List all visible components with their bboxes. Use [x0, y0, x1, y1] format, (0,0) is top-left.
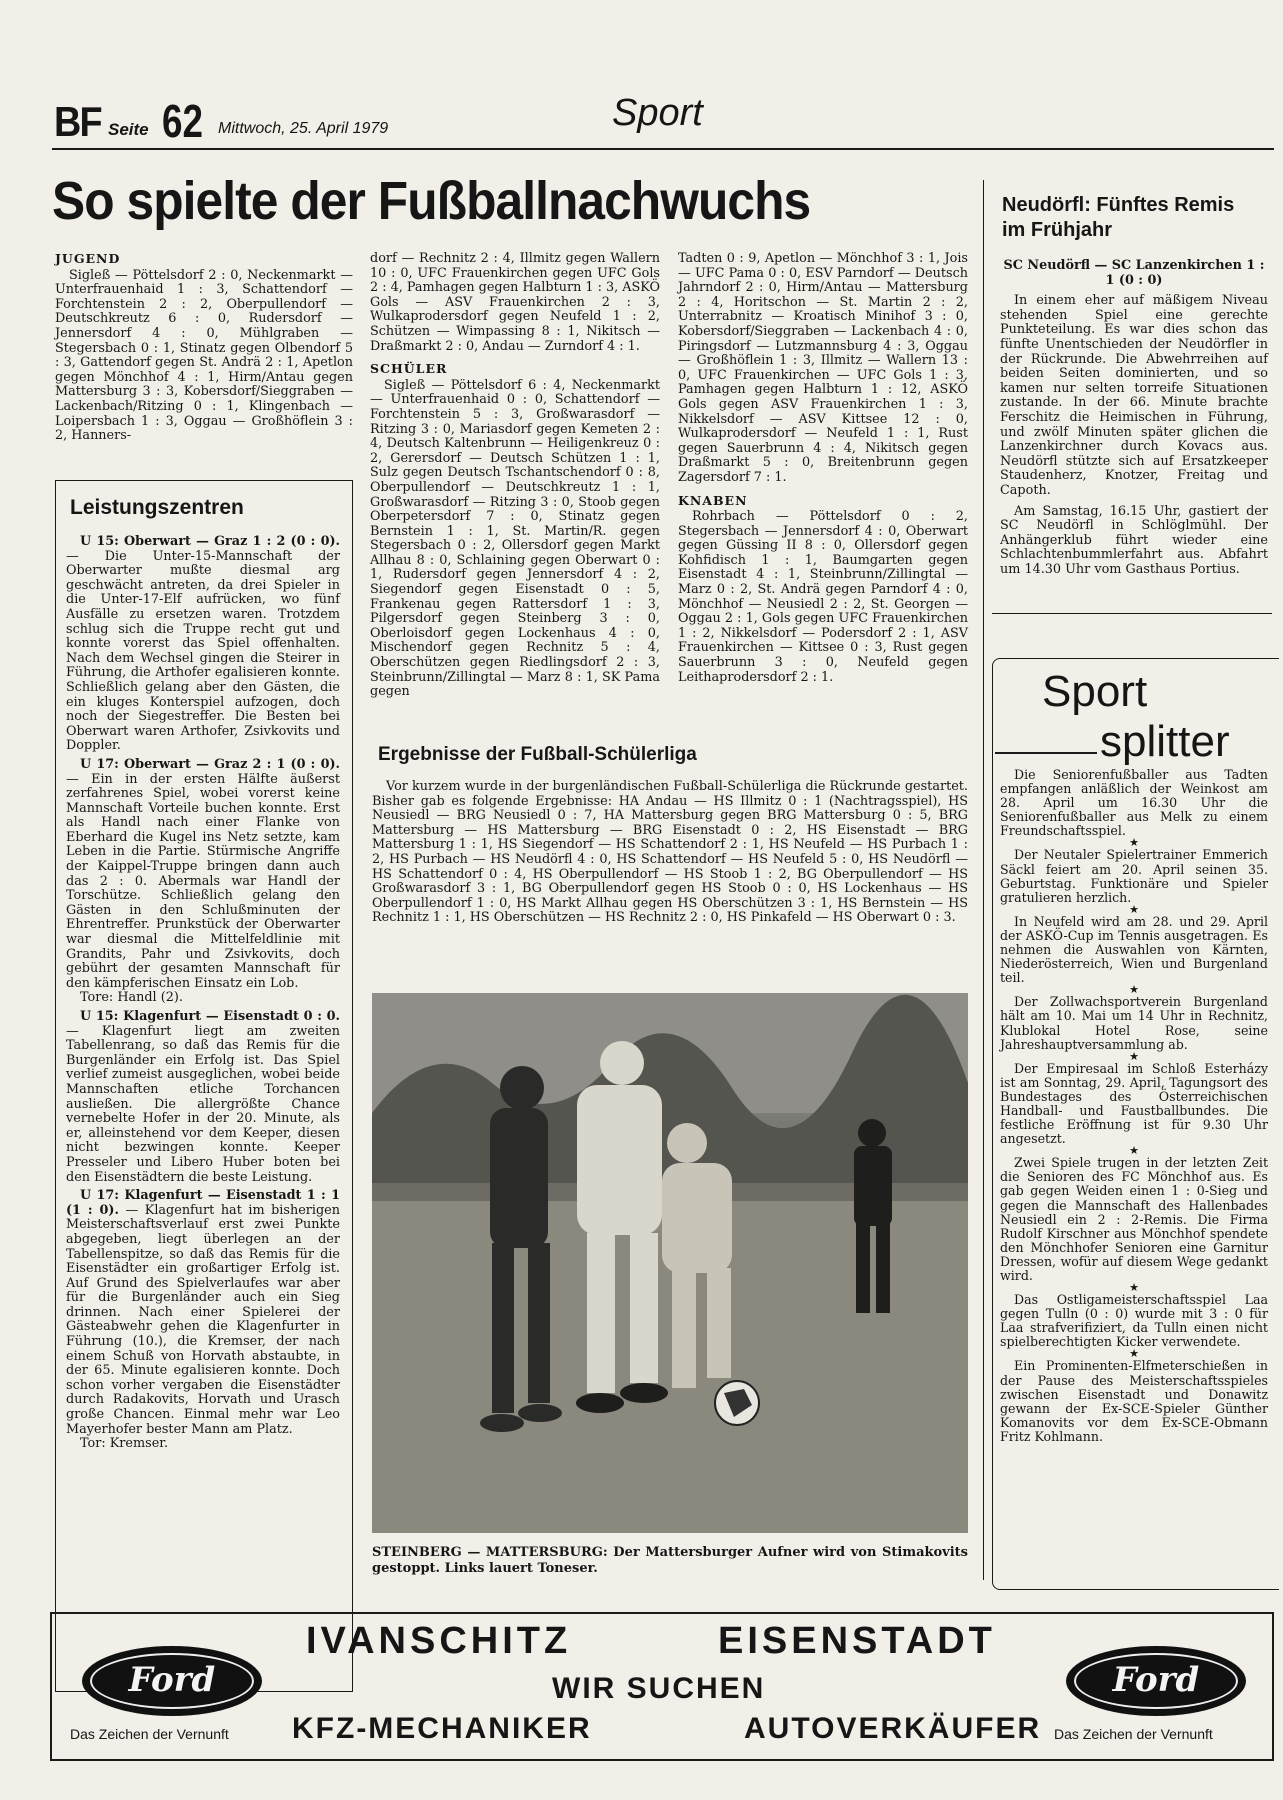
ad-name-right: EISENSTADT — [718, 1620, 996, 1662]
splitter-item: Ein Prominenten-Elfmeterschießen in der Pause des Meisterschaftsspieles zwischen Eisenstadt und Donawitz gewann der Ex-SCE-Spieler Günther Komanovits vor dem Ex-SCE-Obmann Fritz Kohlmann. — [1000, 1358, 1268, 1444]
ford-logo-text: Ford — [1074, 1653, 1238, 1709]
ad-name-left: IVANSCHITZ — [306, 1620, 572, 1662]
section-title: Sport — [612, 92, 703, 134]
photo-caption: STEINBERG — MATTERSBURG: Der Mattersburger Aufner wird von Stimakovits gestoppt. Links lauert Toneser. — [372, 1545, 968, 1576]
ad-job-left: KFZ-MECHANIKER — [292, 1712, 592, 1745]
star-separator: ★ — [1129, 1144, 1139, 1158]
jugend-results-cont: dorf — Rechnitz 2 : 4, Illmitz gegen Wallern 10 : 0, UFC Frauenkirchen gegen UFC Gols 2 : 4, Pamhagen gegen Halbturn 1 : 3, ASKÖ Gols — ASV Frauenkirchen 2 : 3, Wulkaprodersdorf gegen Neufeld 1 : 2, Schützen — Wimpassing 8 : 1, Nikitsch — Draßmarkt 2 : 0, Andau — Zurndorf 4 : 1. — [370, 251, 660, 354]
splitter-item: Der Zollwachsportverein Burgenland hält am 10. Mai um 14 Uhr in Rechnitz, Klublokal Hotel Rose, seine Jahreshauptversammlung ab. — [1000, 994, 1268, 1052]
schueler-heading: SCHÜLER — [370, 361, 448, 377]
ford-logo-right — [1066, 1646, 1246, 1716]
ad-slogan-right: Das Zeichen der Vernunft — [1054, 1726, 1213, 1742]
star-separator: ★ — [1129, 836, 1139, 850]
knaben-results: Rohrbach — Pöttelsdorf 0 : 2, Stegersbach — Jennersdorf 4 : 0, Oberwart gegen Güssing II 8 : 0, Ollersdorf gegen Kohfidisch 1 : 1, Baumgarten gegen Eisenstadt 4 : 1, Steinbrunn/Zillingtal — Marz 0 : 2, St. Andrä gegen Parndorf 4 : 0, Mönchhof — Neusiedl 2 : 2, St. Georgen — Oggau 2 : 1, Gols gegen UFC Frauenkirchen 1 : 2, Nikkelsdorf — Podersdorf 2 : 1, ASV Frauenkirchen — Kittsee 0 : 3, Rust gegen Sauerbrunn 3 : 0, Neufeld gegen Leithaprodersdorf 2 : 1. — [678, 509, 968, 685]
masthead-page-number: 62 — [162, 95, 203, 147]
column-3 — [678, 252, 968, 685]
masthead-date: Mittwoch, 25. April 1979 — [218, 120, 389, 137]
jugend-results: Sigleß — Pöttelsdorf 2 : 0, Neckenmarkt — Unterfrauenhaid 1 : 3, Schattendorf — Forchtenstein 2 : 2, Oberpullendorf — Deutschkreutz 6 : 0, Rudersdorf — Jennersdorf 4 : 0, Mühlgraben — Stegersbach 0 : 1, Stinatz gegen Olbendorf 5 : 3, Gattendorf gegen St. Andrä 2 : 1, Apetlon gegen Mönchhof 4 : 1, Hirm/Antau gegen Mattersburg 3 : 3, Kobersdorf/Sieggraben — Lackenbach/Ritzing 0 : 1, Klingenbach — Loipersbach 1 : 3, Oggau — Großhöflein 3 : 2, Hanners- — [55, 267, 353, 444]
neudoerfl-divider — [992, 613, 1272, 614]
masthead — [52, 92, 1272, 152]
neudoerfl-title: Neudörfl: Fünftes Remis im Frühjahr — [1002, 194, 1235, 241]
splitter-item: Die Seniorenfußballer aus Tadten empfangen anläßlich der Weinkost am 28. April um 16.30 Uhr die Seniorenfußballer aus Melk zu einem Freundschaftsspiel. — [1000, 767, 1268, 839]
masthead-rule — [52, 148, 1274, 150]
neudoerfl-match: SC Neudörfl — SC Lanzenkirchen 1 : 1 (0 : 0) — [1003, 258, 1265, 288]
splitter-item: Das Ostligameisterschaftsspiel Laa gegen Tulln (0 : 0) wurde mit 3 : 0 für Laa strafverifiziert, da Tulln einen nicht spielberechtigten Kicker verwendete. — [1000, 1292, 1268, 1350]
masthead-logo: BF — [54, 98, 101, 145]
ad-wir-suchen: WIR SUCHEN — [552, 1672, 766, 1705]
star-separator: ★ — [1129, 902, 1139, 916]
splitter-title-rule — [995, 752, 1097, 754]
splitter-title-bottom: splitter — [1100, 717, 1230, 766]
splitter-title-top: Sport — [1042, 667, 1148, 716]
splitter-item: Der Neutaler Spielertrainer Emmerich Säckl feiert am 20. April seinen 35. Geburtstag. Funktionäre und Spieler gratulieren herzlich. — [1000, 847, 1268, 905]
leistung-u17-klagenfurt: U 17: Klagenfurt — Eisenstadt 1 : 1 (1 : 0). — Klagenfurt hat im bisherigen Meisterschaftsverlauf erst zwei Punkte abgegeben, liegt überlegen an der Tabellenspitze, so daß das Remis für die Eisenstädter ein großartiger Erfolg ist. Auf Grund des Spielverlaufes war aber für die Burgenländer auch ein Sieg drinnen. Nach einer Spielerei der Gästeabwehr gehen die Klagenfurter in Führung (10.), die Kremser, der nach einem Schuß von Horvath abstaubte, in der 65. Minute egalisieren konnte. Doch schon vorher vergaben die Eisenstädter durch Radakovits, Horvath und Urasch große Chancen. Einmal mehr war Leo Mayerhofer bester Mann am Platz. — [66, 1188, 340, 1437]
schuelerliga-title: Ergebnisse der Fußball-Schülerliga — [378, 744, 697, 765]
main-headline: So spielte der Fußballnachwuchs — [52, 171, 811, 231]
leistung-tore: Tore: Handl (2). — [80, 990, 183, 1006]
ford-logo-left — [82, 1646, 262, 1716]
schueler-results-cont: Tadten 0 : 9, Apetlon — Mönchhof 3 : 1, Jois — UFC Pama 0 : 0, ESV Parndorf — Deutsch Jahrndorf 2 : 0, Hirm/Antau — Mattersburg 2 : 4, Horitschon — St. Martin 2 : 2, Unterrabnitz — Kroatisch Minihof 3 : 0, Kobersdorf/Sieggraben — Lackenbach 4 : 0, Piringsdorf — Lutzmannsburg 4 : 3, Oggau — Großhöflein 1 : 3, Illmitz — Wallern 13 : 0, UFC Frauenkirchen — UFC Gols 1 : 3, Pamhagen gegen Halbturn 1 : 12, ASKÖ Gols gegen ASV Frauenkirchen 1 : 3, Nikkelsdorf — ASV Kittsee 12 : 0, Wulkaprodersdorf — Neufeld 1 : 1, Rust gegen Sauerbrunn 4 : 4, Nikitsch gegen Draßmarkt 5 : 0, Breitenbrunn gegen Zagersdorf 7 : 1. — [678, 251, 968, 485]
football-players-illustration — [372, 993, 968, 1533]
leistung-u15-oberwart: U 15: Oberwart — Graz 1 : 2 (0 : 0). — Die Unter-15-Mannschaft der Oberwarter mußte diesmal arg geschwächt antreten, da drei Spieler in die Unter-17-Elf aufrücken, wo fünf Ausfälle zu ersetzen waren. Trotzdem schlug sich die Truppe recht gut und konnte vorerst das Spiel offenhalten. Nach dem Wechsel gingen die Steirer in Führung, die Arthofer egalisieren konnte. Schließlich gelang aber den Gästen, die ein kluges Konterspiel aufzogen, doch noch der Siegestreffer. Die Besten bei Oberwart waren Arthofer, Zsivkovits und Doppler. — [66, 534, 340, 754]
leistung-tor: Tor: Kremser. — [80, 1436, 169, 1452]
jugend-column — [55, 252, 353, 444]
neudoerfl-text — [1000, 259, 1268, 577]
star-separator: ★ — [1129, 1049, 1139, 1063]
ad-job-right: AUTOVERKÄUFER — [744, 1712, 1042, 1745]
neudoerfl-report: In einem eher auf mäßigem Niveau stehenden Spiel eine gerechte Punkteteilung. Es war dies schon das fünfte Unentschieden der Neudörfler in der Rückrunde. Die Abwehrreihen auf beiden Seiten dominierten, und so kamen nur selten torreife Situationen zustande. In der 66. Minute brachte Ferschitz die Heimischen in Führung, und zwölf Minuten später glichen die Lanzenkirchner durch Kovacs aus. Neudörfl stützte sich auf Ersatzkeeper Staudenherz, Knotzer, Freitag und Capoth. — [1000, 293, 1268, 498]
leistung-u15-klagenfurt: U 15: Klagenfurt — Eisenstadt 0 : 0. — Klagenfurt liegt am zweiten Tabellenrang, so daß das Remis für die Burgenländer ein Erfolg ist. Das Spiel verlief zumeist ausgeglichen, wobei beide Mannschaften etliche Torchancen ausließen. Die allergrößte Chance vernebelte Hofer in der 20. Minute, als er, alleinstehend vor dem Keeper, diesen nicht bezwingen konnte. Keeper Presseler und Libero Huber boten bei den Eisenstädtern die beste Leistung. — [66, 1009, 340, 1185]
match-photo — [372, 993, 968, 1533]
star-separator: ★ — [1129, 983, 1139, 997]
column-2 — [370, 252, 660, 700]
splitter-item: In Neufeld wird am 28. und 29. April der ASKÖ-Cup im Tennis ausgetragen. Es nehmen die Auswahlen von Kärnten, Niederösterreich, Wien und Burgenland teil. — [1000, 913, 1268, 986]
splitter-items — [1000, 768, 1268, 1444]
schuelerliga-text: Vor kurzem wurde in der burgenländischen Fußball-Schülerliga die Rückrunde gestartet. Bisher gab es folgende Ergebnisse: HA Andau — HS Illmitz 0 : 1 (Nachtragsspiel), HS Neusiedl — BRG Neusiedl 0 : 7, HA Mattersburg gegen BRG Mattersburg 0 : 5, BRG Mattersburg — HS Mattersburg — BRG Eisenstadt 0 : 2, HS Eisenstadt — BRG Mattersburg 1 : 1, HS Siegendorf — HS Schattendorf 2 : 1, HS Neufeld — HS Purbach 1 : 2, HS Purbach — HS Neudörfl 4 : 0, HS Schattendorf — HS Neufeld 5 : 0, HS Neudörfl — HS Schattendorf 0 : 4, HS Oberpullendorf — HS Stoob 1 : 2, BG Oberpullendorf — HS Großwarasdorf 3 : 1, BG Oberpullendorf gegen HS Stoob 0 : 0, HS Lockenhaus — HS Oberpullendorf 1 : 0, HS Markt Allhau gegen HS Oberschützen 3 : 1, HS Bernstein — HS Rechnitz 1 : 1, HS Oberschützen — HS Rechnitz 2 : 0, HS Pinkafeld — HS Oberwart 0 : 3. — [372, 779, 968, 926]
star-separator: ★ — [1129, 1281, 1139, 1295]
splitter-item: Zwei Spiele trugen in der letzten Zeit die Senioren des FC Mönchhof aus. Es gab gegen Weiden einen 1 : 0-Sieg und gegen die Mannschaft des Hallenbades Neusiedl ein 2 : 2-Remis. Die Firma Rudolf Kirschner aus Mönchhof spendete den Mönchhofer Senioren eine Garnitur Dressen, wofür auf diesem Wege gedankt wird. — [1000, 1155, 1268, 1283]
star-separator: ★ — [1129, 1347, 1139, 1361]
leistung-u17-oberwart: U 17: Oberwart — Graz 2 : 1 (0 : 0). — Ein in der ersten Hälfte äußerst zerfahrenes Spiel, wobei vorerst keine Mannschaft Vorteile buchen konnte. Erst als Handl nach einer Flanke von Eberhard die Kugel ins Netz setzte, kam Leben in die Partie. Stürmische Angriffe der Kaippel-Truppe bringen dann auch das 2 : 0. Abermals war Handl der Torschütze. Schließlich gelang den Gästen in den Schlußminuten der Ehrentreffer. Prunkstück der Oberwarter war diesmal die Mittelfeldlinie mit Grandits, Pahr und Zsivkovits, doch gebührt der gesamten Mannschaft für den kämpferischen Einsatz ein Lob. — [66, 756, 340, 991]
column-divider-right — [983, 180, 984, 1580]
jugend-heading: JUGEND — [55, 251, 121, 266]
leistungszentren-text — [66, 535, 340, 1452]
schueler-results: Sigleß — Pöttelsdorf 6 : 4, Neckenmarkt — Unterfrauenhaid 0 : 0, Schattendorf — Forchtenstein 5 : 3, Großwarasdorf — Ritzing 3 : 0, Mariasdorf gegen Kemeten 2 : 4, Deutsch Kaltenbrunn — Heiligenkreuz 0 : 2, Gerersdorf — Deutsch Schützen 1 : 1, Sulz gegen Deutsch Tschantschendorf 0 : 8, Oberpullendorf — Deutschkreutz 1 : 1, Großwarasdorf — Ritzing 3 : 0, Stoob gegen Oberpetersdorf 7 : 0, Stinatz gegen Bernstein 1 : 1, St. Martin/R. gegen Stegersbach 0 : 2, Ollersdorf gegen Markt Allhau 8 : 0, Schlaining gegen Oberwart 0 : 1, Rudersdorf gegen Jennersdorf 4 : 2, Siegendorf gegen Eisenstadt 0 : 5, Frankenau gegen Rattersdorf 1 : 3, Pilgersdorf gegen Steinberg 3 : 0, Oberloisdorf gegen Lockenhaus 4 : 0, Mischendorf gegen Rechnitz 5 : 4, Oberschützen gegen Riedlingsdorf 2 : 3, Steinbrunn/Zillingtal — Marz 8 : 1, SK Pama gegen — [370, 377, 660, 700]
neudoerfl-next-match: Am Samstag, 16.15 Uhr, gastiert der SC Neudörfl in Schlöglmühl. Der Anhängerklub führt wieder eine Schlachtenbummlerfahrt aus. Abfahrt um 14.30 Uhr vom Gasthaus Portius. — [1000, 503, 1268, 577]
leistungszentren-title: Leistungszentren — [70, 496, 244, 519]
ad-slogan-left: Das Zeichen der Vernunft — [70, 1726, 229, 1742]
splitter-item: Der Empiresaal im Schloß Esterházy ist am Sonntag, 29. April, Tagungsort des Bundestages des Österreichischen Handball- und Faustballbundes. Die festliche Eröffnung ist für 9.30 Uhr angesetzt. — [1000, 1060, 1268, 1147]
knaben-heading: KNABEN — [678, 492, 748, 508]
ford-logo-text: Ford — [90, 1653, 254, 1709]
masthead-seite: Seite — [108, 120, 149, 139]
